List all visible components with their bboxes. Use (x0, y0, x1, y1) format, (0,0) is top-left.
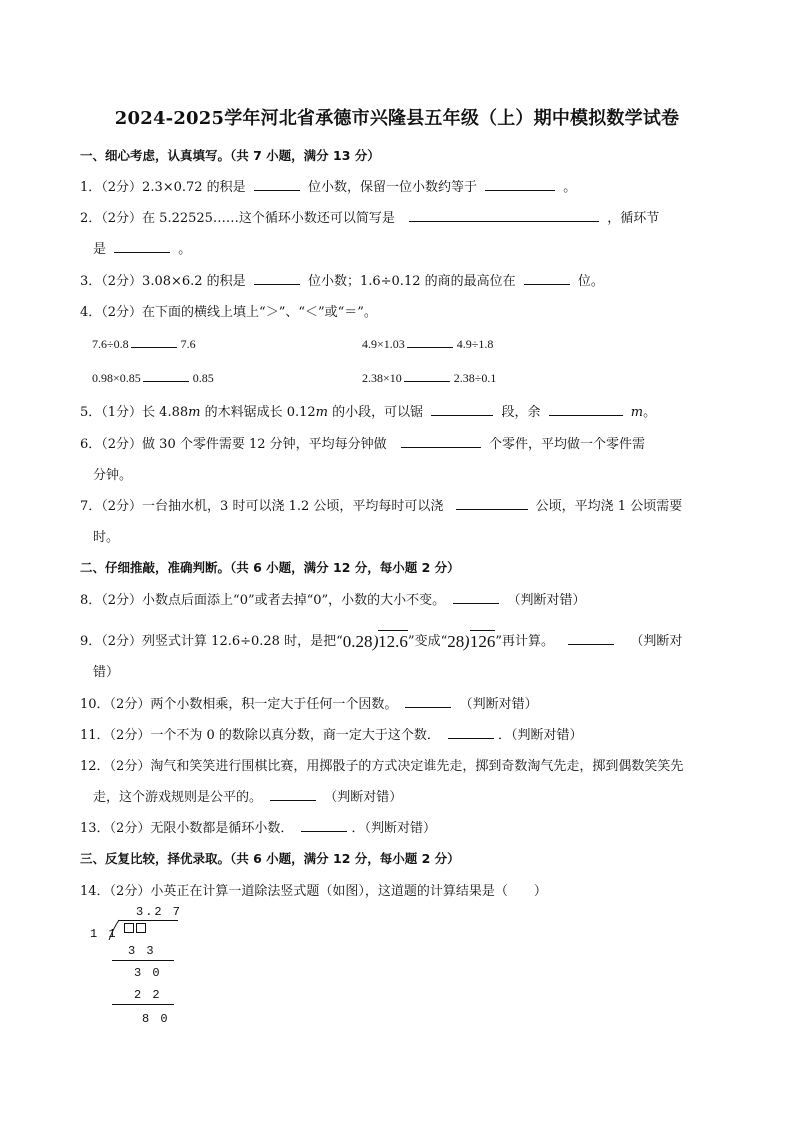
q5-text-a: 5．（1分）长 4.88 (80, 405, 189, 420)
section-2-heading: 二、仔细推敲，准确判断。（共 6 小题，满分 12 分，每小题 2 分） (80, 560, 460, 575)
q4-blank-1[interactable] (131, 335, 177, 348)
question-12: 12．（2分）淘气和笑笑进行围棋比赛，用掷骰子的方式决定谁先走，掷到奇数淘气先走，掷到偶数笑笑先 (80, 759, 684, 774)
q9-text-b: ”变成“ (407, 634, 448, 649)
q7-text-a: 7．（2分）一台抽水机，3 时可以浇 1.2 公顷，平均每时可以浇 (80, 499, 444, 514)
question-8 (80, 589, 585, 608)
q10-text-a: 10．（2分）两个小数相乘，积一定大于任何一个因数。 (80, 697, 398, 712)
q9-dividend-2-wrap (470, 632, 496, 651)
question-7-cont: 时。 (93, 530, 120, 545)
question-9 (80, 630, 682, 652)
q3-text-b: 位小数；1.6÷0.12 的商的最高位在 (307, 274, 516, 289)
q7-blank-1[interactable] (456, 497, 528, 510)
q1-text-c: 。 (563, 180, 577, 195)
division-row-1: 3 3 (128, 944, 156, 958)
q9-text-a: 9．（2分）列竖式计算 12.6÷0.28 时，是把“ (80, 634, 343, 649)
q5-unit-3: m (630, 405, 644, 420)
q9-long-division-1: 0.28)12.6 (342, 632, 408, 651)
q2-blank-2[interactable] (114, 240, 170, 253)
q4-item-3-left: 0.98×0.85 (92, 371, 141, 385)
q11-text-a: 11．（2分）一个不为 0 的数除以真分数，商一定大于这个数． (80, 728, 440, 743)
q2-text-d: 。 (178, 242, 192, 257)
q1-text-b: 位小数，保留一位小数约等于 (307, 180, 477, 195)
q4-item-4-left: 2.38×10 (362, 371, 402, 385)
question-6 (80, 433, 645, 452)
q9-blank[interactable] (568, 632, 614, 645)
q1-blank-1[interactable] (254, 178, 300, 191)
q4-item-2-left: 4.9×1.03 (362, 337, 405, 351)
q5-text-b: 的木料锯成长 0.12 (204, 405, 316, 420)
q6-text-a: 6．（2分）做 30 个零件需要 12 分钟，平均每分钟做 (80, 437, 387, 452)
section-3-heading: 三、反复比较，择优录取。（共 6 小题，满分 12 分，每小题 2 分） (80, 851, 460, 866)
dividend-box-2 (136, 923, 146, 933)
question-2 (80, 207, 659, 226)
question-9-cont: 错） (93, 665, 120, 680)
q2-blank-1[interactable] (409, 209, 599, 222)
q8-text-b: （判断对错） (507, 593, 586, 608)
division-bar-1 (112, 960, 174, 961)
dividend-boxes (124, 922, 148, 936)
question-14: 14．（2分）小英正在计算一道除法竖式题（如图），这道题的计算结果是（ ） (80, 884, 547, 899)
q11-text-b: ．（判断对错） (498, 728, 583, 743)
q7-text-b: 公顷，平均浇 1 公顷需要 (535, 499, 683, 514)
division-bracket (107, 919, 121, 941)
q4-item-3-right: 0.85 (192, 371, 214, 385)
question-11 (80, 724, 583, 743)
question-3 (80, 270, 604, 289)
q3-text-a: 3．（2分）3.08×6.2 的积是 (80, 274, 246, 289)
q12-text-c: （判断对错） (324, 790, 403, 805)
dividend-box-1 (124, 923, 134, 933)
question-13 (80, 817, 436, 836)
q3-text-c: 位。 (577, 274, 604, 289)
q5-blank-2[interactable] (549, 403, 623, 416)
section-1-heading: 一、细心考虑，认真填写。（共 7 小题，满分 13 分） (80, 148, 380, 163)
q4-item-2 (362, 335, 493, 352)
question-10 (80, 693, 538, 712)
q4-item-4 (362, 369, 496, 386)
q4-item-4-right: 2.38÷0.1 (453, 371, 497, 385)
question-2-cont (93, 238, 191, 257)
q9-dividend-2: 126 (469, 632, 496, 651)
q13-blank[interactable] (301, 819, 347, 832)
q8-blank[interactable] (453, 591, 499, 604)
q4-item-1-right: 7.6 (180, 337, 196, 351)
q9-dividend-1: 12.6 (378, 632, 408, 651)
q5-text-e: 。 (643, 405, 657, 420)
division-top-bar (118, 920, 178, 921)
q4-item-2-right: 4.9÷1.8 (456, 337, 494, 351)
q9-dividend-1-wrap (378, 632, 408, 651)
q9-bar-2 (470, 630, 496, 631)
q5-text-d: 段，余 (501, 405, 541, 420)
q5-unit-1: m (188, 405, 201, 420)
q6-text-b: 个零件，平均做一个零件需 (488, 437, 645, 452)
q9-long-division-2: 28)126 (447, 632, 496, 651)
division-row-3: 2 2 (134, 988, 162, 1002)
q4-item-1 (92, 335, 196, 352)
q5-text-c: 的小段，可以锯 (332, 405, 424, 420)
q1-text-a: 1．（2分）2.3×0.72 的积是 (80, 180, 246, 195)
q12-text-b: 走，这个游戏规则是公平的。 (93, 790, 263, 805)
q8-text-a: 8．（2分）小数点后面添上“0”或者去掉“0”，小数的大小不变。 (80, 593, 446, 608)
q1-blank-2[interactable] (485, 178, 555, 191)
q4-blank-4[interactable] (404, 369, 450, 382)
q6-blank-1[interactable] (401, 435, 481, 448)
division-quotient: 3.2 7 (136, 905, 183, 919)
q12-blank[interactable] (270, 788, 316, 801)
q10-text-b: （判断对错） (459, 697, 538, 712)
division-row-2: 3 0 (134, 966, 162, 980)
q4-item-3 (92, 369, 214, 386)
q4-item-1-left: 7.6÷0.8 (92, 337, 129, 351)
q9-text-d: （判断对 (630, 634, 683, 649)
division-bar-2 (112, 1004, 174, 1005)
q9-bar-1 (378, 630, 408, 631)
division-row-4: 8 0 (142, 1012, 170, 1026)
q13-text-b: ．（判断对错） (351, 821, 436, 836)
q5-blank-1[interactable] (431, 403, 493, 416)
q2-text-a: 2．（2分）在 5.22525……这个循环小数还可以简写是 (80, 211, 395, 226)
q3-blank-2[interactable] (524, 272, 570, 285)
long-division-figure (90, 902, 190, 1032)
division-divisor: 1 1 (90, 927, 118, 941)
question-4: 4．（2分）在下面的横线上填上“＞”、“＜”或“＝”。 (80, 305, 377, 320)
q9-divisor-2: 28 (447, 632, 465, 651)
question-12-cont (93, 786, 402, 805)
q2-text-b: ，循环节 (607, 211, 660, 226)
q13-text-a: 13．（2分）无限小数都是循环小数． (80, 821, 294, 836)
q11-blank[interactable] (448, 726, 494, 739)
question-5 (80, 401, 656, 420)
q4-blank-3[interactable] (143, 369, 189, 382)
question-7 (80, 495, 682, 514)
q9-text-c: ”再计算。 (495, 634, 555, 649)
q5-unit-2: m (315, 405, 328, 420)
page-title: 2024-2025学年河北省承德市兴隆县五年级（上）期中模拟数学试卷 (114, 108, 680, 129)
question-1 (80, 176, 576, 195)
q3-blank-1[interactable] (254, 272, 300, 285)
q10-blank[interactable] (405, 695, 451, 708)
q2-text-c: 是 (93, 242, 107, 257)
q9-divisor-1: 0.28 (342, 632, 373, 651)
question-6-cont: 分钟。 (93, 468, 133, 483)
q4-blank-2[interactable] (407, 335, 453, 348)
